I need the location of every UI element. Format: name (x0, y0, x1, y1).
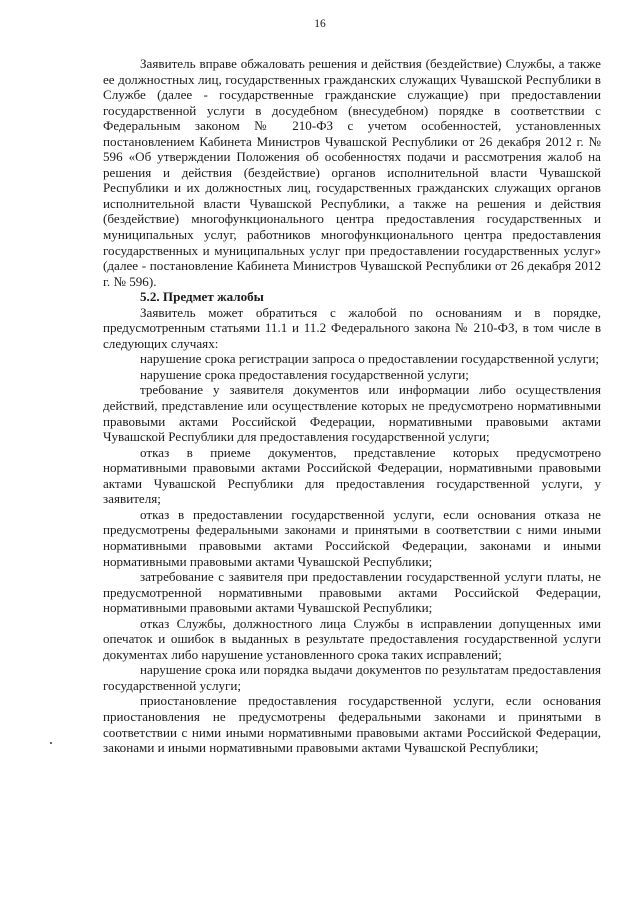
list-item-service-deadline: нарушение срока предоставления государственной услуги; (140, 366, 469, 382)
list-item-correction-refusal: отказ Службы, должностного лица Службы в исправлении допущенных ими опечаток и ошибок в выданных в результате предоставления государственной услуги документах либо нарушение установленного срока таких исправлений; (103, 615, 601, 662)
document-body (103, 56, 601, 756)
section-heading-5-2: 5.2. Предмет жалобы (140, 289, 264, 305)
paragraph-complaint-grounds: Заявитель может обратиться с жалобой по основаниям и в порядке, предусмотренным статьями 11.1 и 11.2 Федерального закона № 210-ФЗ, в том числе в следующих случаях: (103, 304, 601, 351)
list-item-issuance-violation: нарушение срока или порядка выдачи документов по результатам предоставления государственной услуги; (103, 662, 601, 693)
list-item-service-refusal: отказ в предоставлении государственной услуги, если основания отказа не предусмотрены федеральными законами и принятыми в соответствии с ними иными нормативными правовыми актами Российской Федерации, законами и иными нормативными правовыми актами Чувашской Республики; (103, 506, 601, 569)
scan-dot-mark (50, 742, 52, 744)
list-item-extra-documents: требование у заявителя документов или информации либо осуществления действий, представление или осуществление которых не предусмотрено нормативными правовыми актами Российской Федерации, нормативными правовыми актами Чувашской Республики для предоставления государственной услуги; (103, 382, 601, 445)
list-item-fee-demand: затребование с заявителя при предоставлении государственной услуги платы, не предусмотренной нормативными правовыми актами Российской Федерации, нормативными правовыми актами Чувашской Республики; (103, 569, 601, 616)
paragraph-appeal-right: Заявитель вправе обжаловать решения и действия (бездействие) Службы, а также ее должностных лиц, государственных гражданских служащих Чувашской Республики в Службе (далее - государственные гражданские служащие) при предоставлении государственной услуги в досудебном (внесудебном) порядке в соответствии с Федеральным законом № 210-ФЗ с учетом особенностей, установленных постановлением Кабинета Министров Чувашской Республики от 26 декабря 2012 г. № 596 «Об утверждении Положения об особенностях подачи и рассмотрения жалоб на решения и действия (бездействие) органов исполнительной власти Чувашской Республики и их должностных лиц, государственных гражданских служащих органов исполнительной власти Чувашской Республики, а также на решения и действия (бездействие) многофункционального центра предоставления государственных и муниципальных услуг, работников многофункционального центра предоставления государственных и муниципальных услуг при предоставлении государственных услуг» (далее - постановление Кабинета Министров Чувашской Республики от 26 декабря 2012 г. № 596). (103, 56, 601, 289)
list-item-registration-deadline: нарушение срока регистрации запроса о предоставлении государственной услуги; (140, 351, 600, 367)
list-item-service-suspension: приостановление предоставления государственной услуги, если основания приостановления не предусмотрены федеральными законами и принятыми в соответствии с ними иными нормативными правовыми актами Российской Федерации, законами и иными нормативными правовыми актами Чувашской Республики; (103, 693, 601, 756)
list-item-document-refusal: отказ в приеме документов, представление которых предусмотрено нормативными правовыми актами Российской Федерации, нормативными правовыми актами Чувашской Республики для предоставления государственной услуги, у заявителя; (103, 444, 601, 507)
page-number: 16 (314, 18, 326, 30)
